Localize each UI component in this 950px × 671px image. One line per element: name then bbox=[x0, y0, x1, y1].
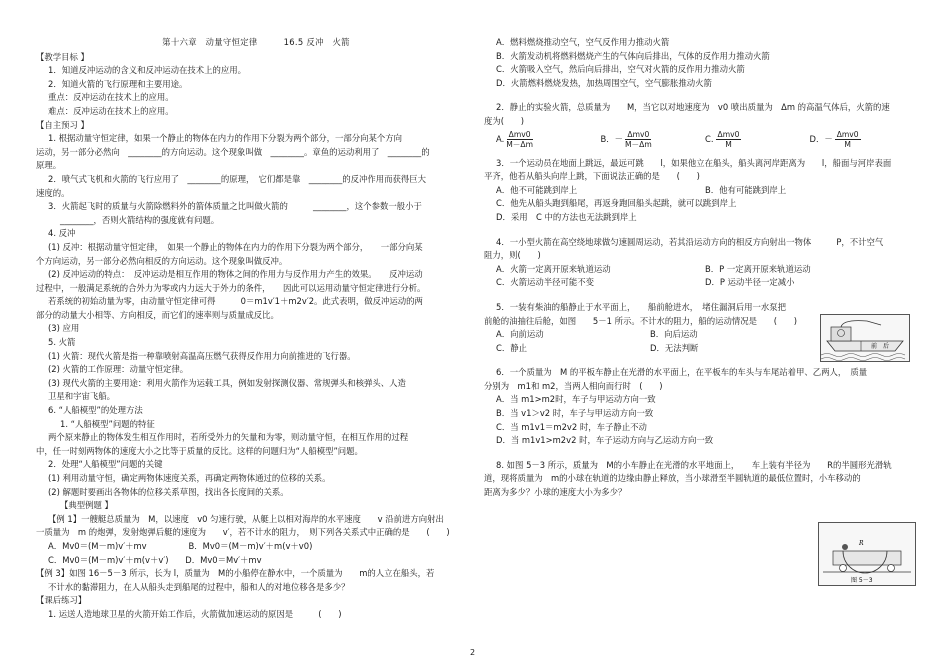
text-line: C．Mv0＝(M－m)v′＋m(v＋v′) D．Mv0＝Mv′＋mv bbox=[48, 554, 262, 565]
q4-stem: 4．一小型火箭在高空绕地球做匀速圆周运动，若其沿运动方向的相反方向射出一物体 P，不计空气 bbox=[496, 236, 884, 247]
q3-option-row bbox=[484, 184, 914, 198]
text-line: 【典型例题 】 bbox=[60, 500, 113, 511]
q2-option-c: C. $\frac{\text{Δmv0}}{M}$ bbox=[705, 130, 740, 150]
left-column bbox=[36, 36, 476, 622]
text-line: 重点：反冲运动在技术上的应用。 bbox=[48, 92, 174, 103]
question-5 bbox=[484, 301, 804, 355]
question-4 bbox=[484, 236, 914, 290]
q2-option-d: D．－ $\frac{\text{Δmv0}}{M}$ bbox=[809, 130, 859, 150]
text-line: 部分的动量大小相等、方向相反，而它们的速率则与质量成反比。 bbox=[36, 309, 279, 320]
text-line: (1) 反冲：根据动量守恒定律， 如果一个静止的物体在内力的作用下分裂为两个部分， 一部分向某 bbox=[48, 241, 423, 252]
text-line: 5. 火箭 bbox=[48, 337, 76, 348]
q4-option-row bbox=[484, 276, 914, 290]
text-line: 两个原来静止的物体发生相互作用时，若所受外力的矢量和为零，则动量守恒，在相互作用的过程 bbox=[48, 432, 409, 443]
text-line: 3．火箭起飞时的质量与火箭除燃料外的箭体质量之比叫做火箭的 ________，这个参数一般小于 bbox=[48, 201, 422, 212]
text-line: 卫星和宇宙飞船。 bbox=[48, 391, 115, 402]
q4-option-b: B．P 一定离开原来轨道运动 bbox=[705, 263, 811, 274]
question-8 bbox=[484, 459, 914, 500]
text-line: 1. 运送人造地球卫星的火箭开始工作后，火箭做加速运动的原因是 ( ) bbox=[48, 608, 342, 619]
text-line: 中，任一时刻两物体的速度大小之比等于质量的反比。这样的问题归为“人船模型”问题。 bbox=[36, 445, 363, 456]
text-line: 运动，另一部分必然向 ________的方向运动。这个现象叫做 ________。章鱼的运动利用了 ________的 bbox=[36, 146, 430, 157]
text-line: 不计水的黏滞阻力，在人从船头走到船尾的过程中，船和人的对地位移各是多少？ bbox=[48, 581, 350, 592]
pump bbox=[831, 327, 851, 341]
text-line: 【自主预习 】 bbox=[36, 119, 89, 130]
text-line: 2．处理“人船模型”问题的关键 bbox=[48, 459, 163, 470]
text-line: 一质量为 m 的炮弹，发射炮弹后艇的速度为 v′，若不计水的阻力， 则下列各关系式中正确的是 ( ) bbox=[36, 527, 450, 538]
q6-option-c: C．当 m1v1＝m2v2 时，车子静止不动 bbox=[496, 421, 647, 432]
q5-option-a: A．向前运动 bbox=[496, 329, 544, 340]
q3-stem: 平齐，他若从船头向岸上跳，下面说法正确的是 ( ) bbox=[484, 171, 700, 182]
q1-option: A．燃料燃烧推动空气，空气反作用力推动火箭 bbox=[496, 37, 670, 47]
text-line: 速度的。 bbox=[36, 187, 70, 198]
wheel bbox=[840, 565, 847, 572]
q4-option-d: D．P 运动半径一定减小 bbox=[705, 277, 795, 288]
text-line: (3) 现代火箭的主要用途：利用火箭作为运载工具，例如发射探测仪器、常规弹头和核弹头、人造 bbox=[48, 377, 406, 388]
q6-option-d: D．当 m1v1>m2v2 时，车子运动方向与乙运动方向一致 bbox=[496, 435, 714, 446]
wheel bbox=[888, 565, 895, 572]
q1-options bbox=[484, 36, 914, 90]
text-line: 原理。 bbox=[36, 160, 62, 171]
text-line: 4. 反冲 bbox=[48, 228, 76, 239]
q2-stem: 2．静止的实验火箭，总质量为 M，当它以对地速度为 v0 喷出质量为 Δm 的高温气体后，火箭的速 bbox=[496, 102, 890, 113]
q3-option-c: C．他先从船头跑到船尾，再返身跑回船头起跳，就可以跳到岸上 bbox=[496, 198, 737, 209]
q5-option-b: B．向后运动 bbox=[650, 329, 698, 340]
q3-option-d: D．采用 C 中的方法也无法跳到岸上 bbox=[496, 211, 637, 222]
q3-stem: 3．一个运动员在地面上跳远，最远可跳 l，如果他立在船头，船头离河岸距离为 l，船面与河岸表面 bbox=[496, 157, 892, 168]
left-text-block bbox=[36, 51, 476, 622]
q2-option-b: B．－ $\frac{\text{Δmv0}}{M-\Delta m}$ bbox=[600, 130, 652, 150]
text-line: 6. “人船模型”的处理方法 bbox=[48, 405, 143, 416]
q8-stem: 道，现将质量为 m的小球在轨道的边缘由静止释放，当小球滑至半圆轨道的最低位置时，小车移动的 bbox=[484, 473, 861, 484]
text-line: (2) 反冲运动的特点： 反冲运动是相互作用的物体之间的作用力与反作用力产生的效果。 反冲运动 bbox=[48, 269, 423, 280]
q8-stem: 距离为多少？小球的速度大小为多少？ bbox=[484, 487, 627, 498]
text-line: A．Mv0＝(M－m)v′＋mv B．Mv0＝(M－m)v′＋m(v＋v0) bbox=[48, 540, 313, 551]
q8-stem: 8. 如图 5－3 所示，质量为 M的小车静止在光滑的水平地面上， 车上装有半径为 R的半圆形光滑轨 bbox=[496, 459, 892, 470]
text-line: 1．知道反冲运动的含义和反冲运动在技术上的应用。 bbox=[48, 65, 246, 76]
boat-hull bbox=[827, 341, 903, 351]
right-column bbox=[484, 36, 914, 500]
ball bbox=[842, 544, 848, 550]
q4-option-c: C．火箭运动半径可能不变 bbox=[496, 277, 594, 288]
text-line: 【例 1】一艘艇总质量为 M，以速度 v0 匀速行驶，从艇上以相对海岸的水平速度 v 沿前进方向射出 bbox=[48, 513, 444, 524]
section-title: 第十六章 动量守恒定律 16.5 反冲 火箭 bbox=[162, 37, 350, 47]
figure-caption: 图 5－3 bbox=[851, 577, 873, 584]
q3-option-a: A．他不可能跳到岸上 bbox=[496, 184, 578, 195]
text-line: 2．知道火箭的飞行原理和主要用途。 bbox=[48, 78, 188, 89]
q1-option: D．火箭燃料燃烧发热，加热周围空气，空气膨胀推动火箭 bbox=[496, 77, 712, 88]
text-line: (1) 利用动量守恒，确定两物体速度关系，再确定两物体通过的位移的关系。 bbox=[48, 473, 331, 483]
q6-stem: 分别为 m1和 m2，当两人相向而行时 ( ) bbox=[484, 380, 663, 391]
q4-option-a: A．火箭一定离开原来轨道运动 bbox=[496, 263, 611, 274]
q5-stem: 前舱的油抽往后舱，如图 5－1 所示。不计水的阻力，船的运动情况是 ( ) bbox=[484, 315, 797, 326]
text-line: (2) 解题时要画出各物体的位移关系草图，找出各长度间的关系。 bbox=[48, 486, 289, 497]
rear-label: 后 bbox=[883, 343, 890, 350]
page-number: 2 bbox=[470, 648, 476, 657]
cart-figure bbox=[818, 522, 916, 586]
text-line: (1) 火箭：现代火箭是指一种靠喷射高温高压燃气获得反作用力向前推进的飞行器。 bbox=[48, 350, 356, 361]
q5-option-d: D．无法判断 bbox=[650, 342, 699, 353]
text-line: 1. 根据动量守恒定律，如果一个静止的物体在内力的作用下分裂为两个部分，一部分向某个方向 bbox=[48, 133, 403, 144]
q5-option-row bbox=[484, 342, 804, 356]
question-3 bbox=[484, 157, 914, 225]
text-line: 【例 3】如图 16－5－3 所示，长为 l，质量为 M的小船停在静水中，一个质量为 m的人立在船头，若 bbox=[36, 568, 435, 579]
text-line: 个方向运动，另一部分必然向相反的方向运动。这个现象叫做反冲。 bbox=[36, 255, 288, 266]
q4-stem: 阻力，则( ) bbox=[484, 250, 541, 261]
q6-option-a: A．当 m1>m2时，车子与甲运动方向一致 bbox=[496, 394, 656, 405]
text-line: 过程中，一般满足系统的合外力为零或内力远大于外力的条件， 因此可以运用动量守恒定律进行分析。 bbox=[36, 282, 426, 293]
q2-options bbox=[484, 129, 914, 151]
q6-option-b: B．当 v1＞v2 时，车子与甲运动方向一致 bbox=[496, 408, 654, 419]
q5-stem: 5．一装有柴油的船静止于水平面上， 船前舱进水， 堵住漏洞后用一水泵把 bbox=[496, 301, 787, 312]
question-6 bbox=[484, 366, 914, 448]
q6-stem: 6．一个质量为 M 的平板车静止在光滑的水平面上，在平板车的车头与车尾站着甲、乙两人， 质量 bbox=[496, 367, 868, 378]
q5-option-row bbox=[484, 328, 804, 342]
q3-option-b: B．他有可能跳到岸上 bbox=[705, 184, 787, 195]
text-line: 【课后练习】 bbox=[36, 595, 87, 606]
front-label: 前 bbox=[871, 343, 878, 350]
text-line: ________，否则火箭结构的强度就有问题。 bbox=[60, 214, 220, 225]
text-line: 若系统的初始动量为零，由动量守恒定律可得 0＝m1v′1＋m2v′2。此式表明，做反冲运动的两 bbox=[48, 296, 423, 307]
text-line: (3) 应用 bbox=[48, 323, 80, 334]
q1-option: B．火箭发动机将燃料燃烧产生的气体向后排出，气体的反作用力推动火箭 bbox=[496, 50, 770, 61]
text-line: 2．喷气式飞机和火箭的飞行应用了 ________的原理， 它们都是靠 ________的反冲作用而获得巨大 bbox=[48, 173, 427, 184]
fraction: $\frac{\text{Δmv0}}{M}$ bbox=[717, 130, 740, 150]
q4-option-row bbox=[484, 263, 914, 277]
svg-text:R: R bbox=[859, 540, 864, 547]
boat-figure bbox=[820, 314, 910, 362]
text-line: 【教学目标 】 bbox=[36, 51, 89, 62]
q1-option: C．火箭吸入空气，然后向后排出，空气对火箭的反作用力推动火箭 bbox=[496, 64, 745, 75]
text-line: (2) 火箭的工作原理：动量守恒定律。 bbox=[48, 364, 189, 375]
text-line: 1. “人船模型”问题的特征 bbox=[60, 418, 155, 429]
fraction: $\frac{\text{Δmv0}}{M-\Delta m}$ bbox=[506, 130, 533, 150]
question-2 bbox=[484, 101, 914, 150]
fraction: $\frac{\text{Δmv0}}{M}$ bbox=[836, 130, 859, 150]
q2-stem: 度为( ) bbox=[484, 115, 525, 126]
fraction: $\frac{\text{Δmv0}}{M-\Delta m}$ bbox=[625, 130, 652, 150]
text-line: 难点：反冲运动在技术上的应用。 bbox=[48, 105, 174, 116]
q2-option-a: A. $\frac{\text{Δmv0}}{M-\Delta m}$ bbox=[496, 130, 533, 150]
q5-option-c: C．静止 bbox=[496, 342, 527, 353]
